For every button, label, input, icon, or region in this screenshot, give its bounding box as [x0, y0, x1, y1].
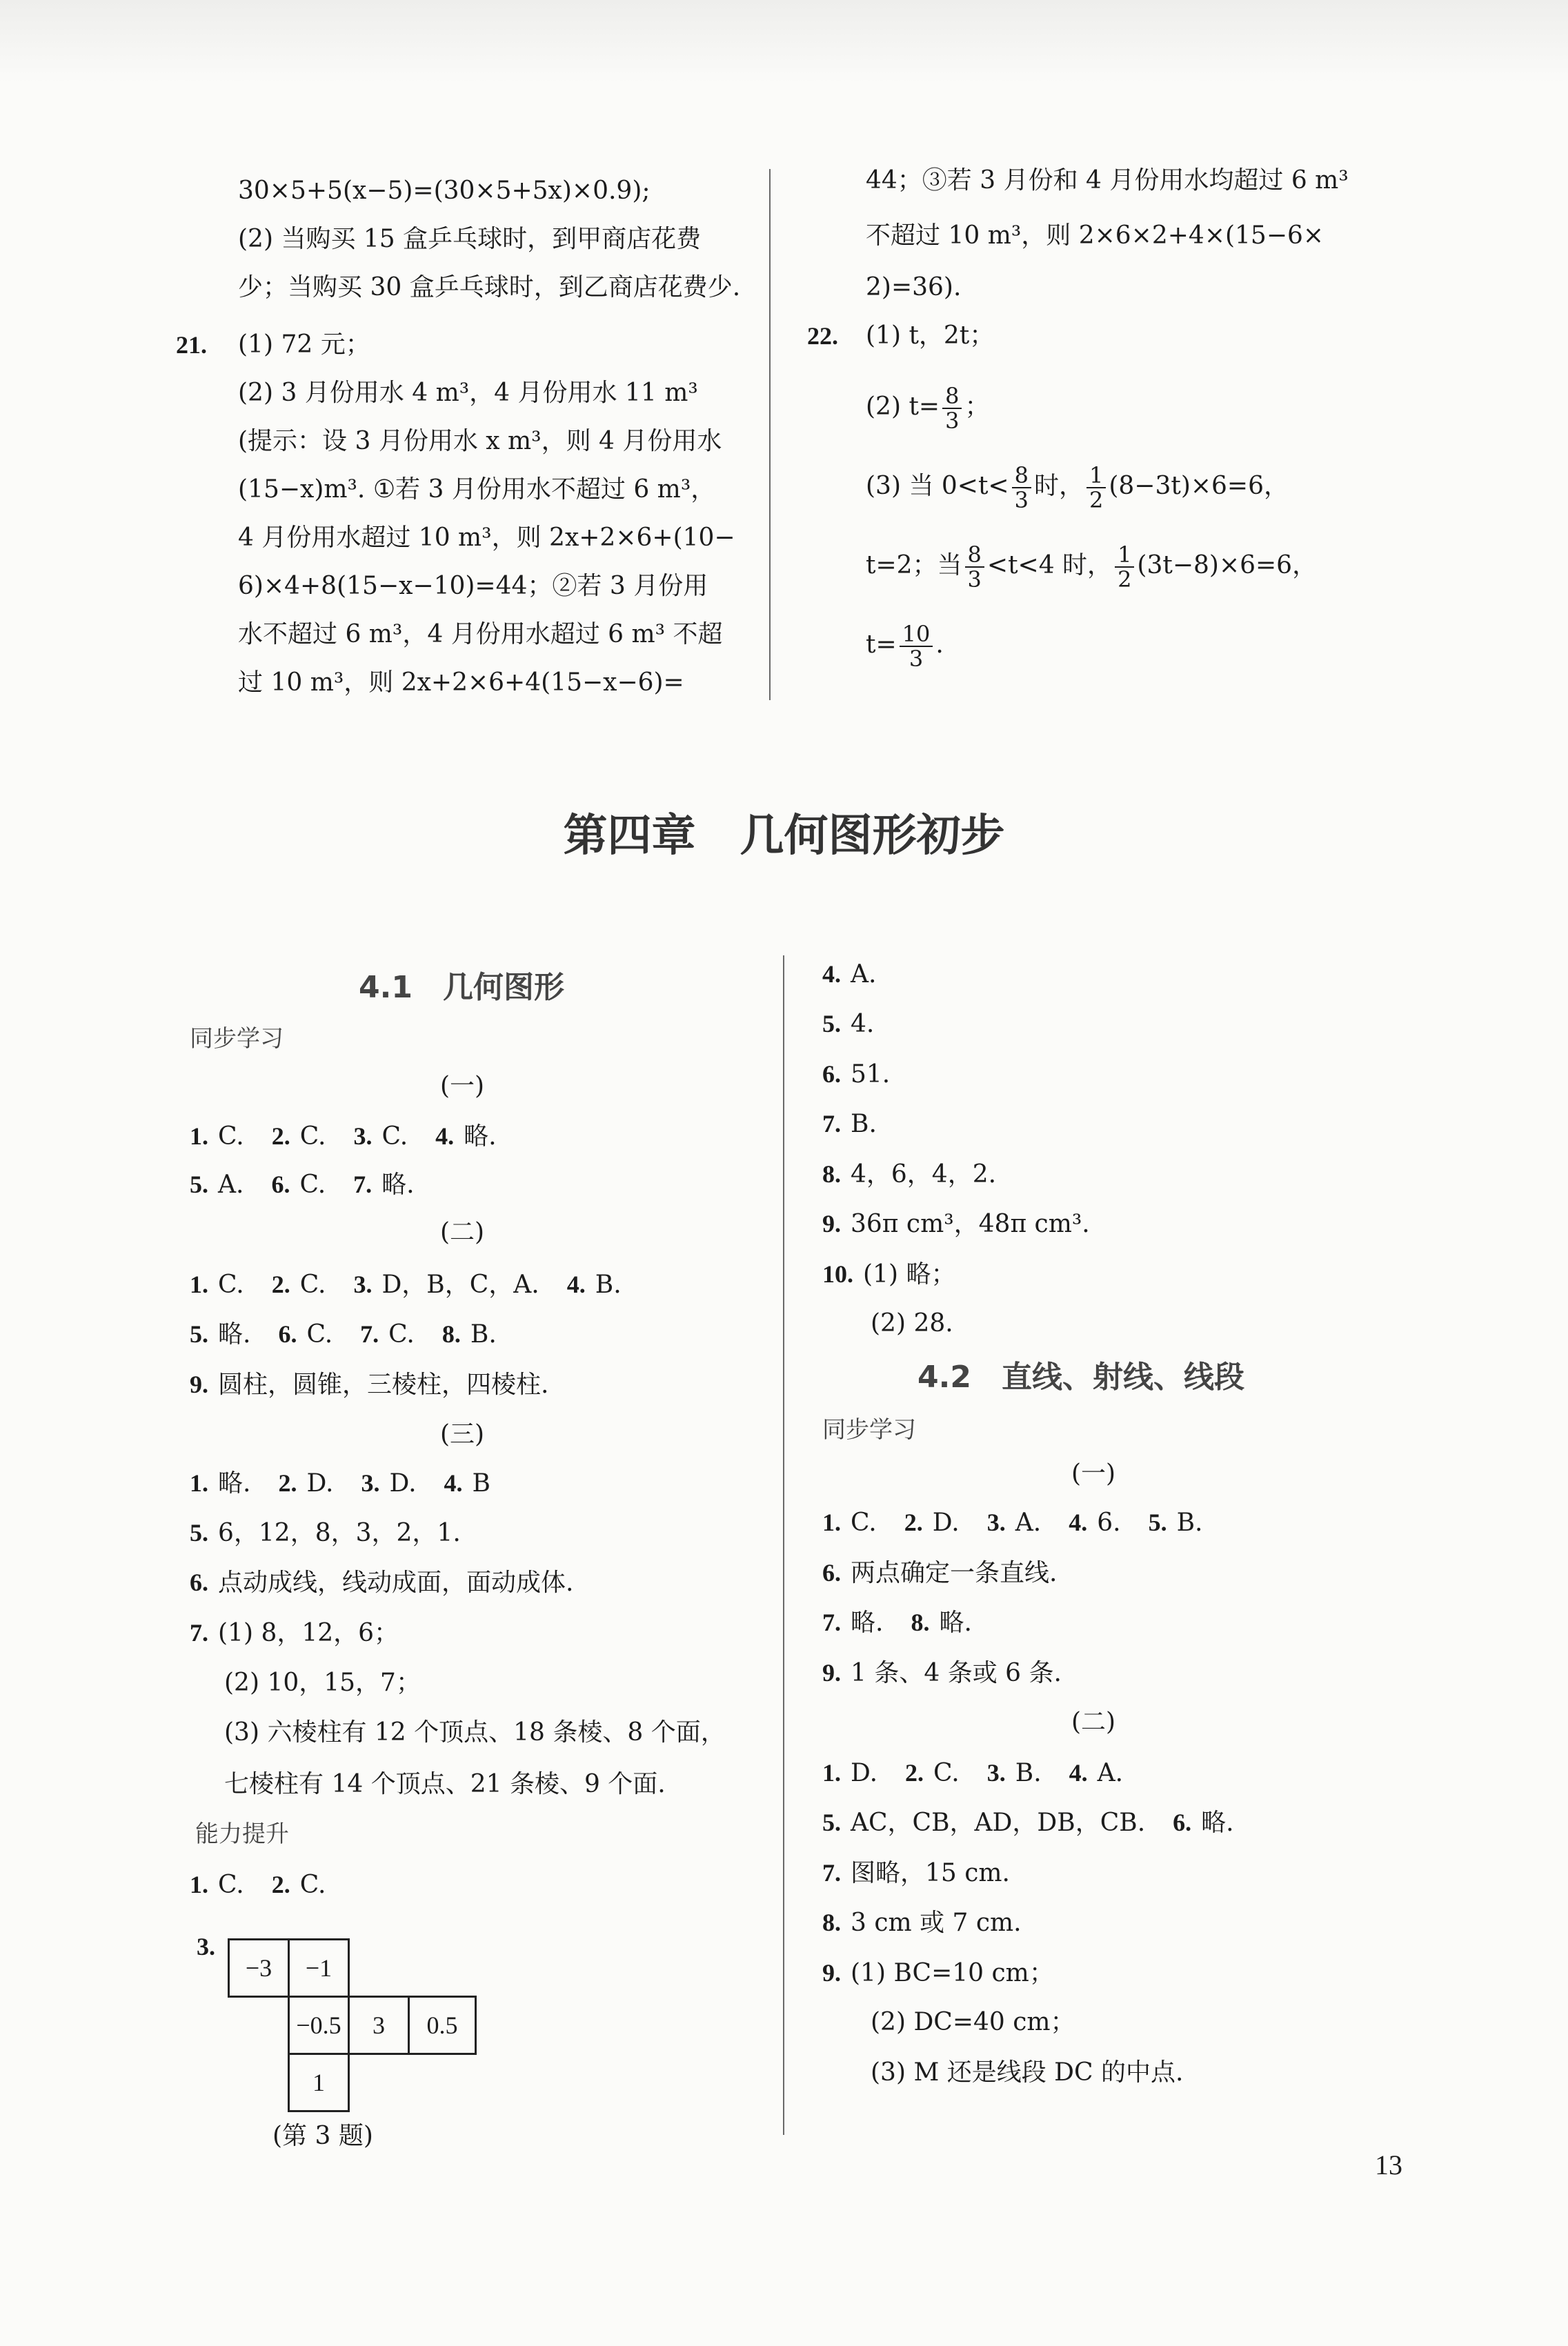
- item-answer: C.: [299, 1122, 326, 1151]
- answer-line: [190, 1121, 497, 1152]
- item-number: 6.: [822, 1060, 841, 1088]
- item-answer: C.: [306, 1320, 333, 1349]
- answer-line: [822, 1607, 972, 1638]
- item-number: 1.: [190, 1122, 208, 1150]
- part-label: (一): [439, 1072, 485, 1100]
- item-answer: D.: [306, 1469, 334, 1498]
- item-number: 4.: [822, 960, 841, 988]
- item-answer: D.: [389, 1469, 417, 1498]
- item-number: 9.: [822, 1959, 841, 1987]
- item-number: 1.: [190, 1871, 208, 1898]
- question-number: 22.: [807, 322, 838, 350]
- item-answer: 6，12，8，3，2，1.: [218, 1519, 461, 1547]
- item-number: 8.: [822, 1909, 841, 1936]
- answer-line: [822, 1109, 877, 1140]
- item-answer: 略.: [218, 1320, 251, 1349]
- answer-line: [190, 1618, 399, 1649]
- item-answer: B.: [851, 1110, 877, 1138]
- item-answer: 1 条、4 条或 6 条.: [851, 1659, 1062, 1687]
- answer-line: (2) t= $\frac{8}{3}$ ；: [866, 383, 990, 434]
- answer-line: (2) DC=40 cm；: [871, 2008, 1075, 2036]
- answer-line: [822, 1858, 1010, 1889]
- item-number: 3.: [353, 1271, 373, 1298]
- answer-line: t= $\frac{10}{3}$ .: [866, 621, 944, 672]
- answer-line: (提示：设 3 月份用水 x m³，则 4 月份用水: [238, 427, 722, 455]
- answer-line: (2) 28.: [871, 1309, 953, 1338]
- net-cell: −0.5: [288, 1996, 350, 2055]
- item-answer: 4.: [851, 1010, 875, 1038]
- item-number: 5.: [822, 1010, 841, 1037]
- item-number: 7.: [822, 1859, 841, 1887]
- answer-line: 2)=36).: [866, 273, 962, 301]
- item-number: 1.: [190, 1469, 208, 1497]
- subsection-label: 同步学习: [190, 1025, 284, 1053]
- item-number: 5.: [822, 1809, 841, 1836]
- item-answer: A.: [1015, 1509, 1042, 1537]
- item-answer: 圆柱，圆锥，三棱柱，四棱柱.: [218, 1371, 549, 1399]
- item-answer: (1) 略；: [863, 1260, 956, 1289]
- item-answer: A.: [1097, 1759, 1124, 1787]
- subsection-label: 同步学习: [822, 1416, 916, 1444]
- answer-line: 不超过 10 m³，则 2×6×2+4×(15−6×: [866, 221, 1324, 250]
- item-answer: C.: [218, 1871, 244, 1899]
- subsection-label: 能力提升: [195, 1820, 289, 1848]
- item-answer: 略.: [939, 1609, 972, 1637]
- item-number: 5.: [190, 1519, 208, 1547]
- answer-line: [190, 1869, 326, 1900]
- item-answer: B: [472, 1469, 490, 1498]
- item-number: 7.: [353, 1171, 373, 1198]
- answer-line: [190, 1369, 548, 1400]
- item-number: 7.: [190, 1619, 208, 1647]
- item-answer: 略.: [1201, 1809, 1234, 1837]
- net-cell: 1: [288, 2053, 350, 2112]
- column-divider: [769, 169, 771, 700]
- item-number: 4.: [1069, 1759, 1088, 1787]
- item-answer: C.: [218, 1271, 244, 1299]
- answer-line: [190, 1319, 497, 1350]
- item-number: 2.: [904, 1509, 923, 1536]
- answer-line: [190, 1518, 461, 1549]
- item-number: 7.: [822, 1609, 841, 1636]
- item-answer: B.: [1176, 1509, 1203, 1537]
- item-answer: A.: [851, 960, 877, 988]
- item-answer: C.: [381, 1122, 408, 1151]
- net-cell: 0.5: [408, 1996, 477, 2055]
- answer-line: [822, 1259, 955, 1290]
- net-cell: 3: [348, 1996, 410, 2055]
- item-number: 9.: [190, 1371, 208, 1398]
- answer-line: 4 月份用水超过 10 m³，则 2x+2×6+(10−: [238, 524, 735, 552]
- answer-line: [822, 1758, 1123, 1789]
- item-number: 3.: [986, 1759, 1006, 1787]
- answer-line: 6)×4+8(15−x−10)=44；②若 3 月份用: [238, 572, 708, 600]
- answer-line: [822, 1558, 1057, 1589]
- answer-line: (15−x)m³. ①若 3 月份用水不超过 6 m³，: [238, 475, 716, 504]
- item-number: 9.: [822, 1659, 841, 1687]
- answer-line: 七棱柱有 14 个顶点、21 条棱、9 个面.: [224, 1770, 666, 1798]
- part-label: (二): [1071, 1708, 1116, 1736]
- section-title: 4.1 几何图形: [359, 970, 564, 1005]
- item-answer: B.: [595, 1271, 622, 1299]
- item-number: 1.: [822, 1759, 841, 1787]
- item-number: 3.: [353, 1122, 373, 1150]
- item-number: 8.: [911, 1609, 930, 1636]
- net-cell: −3: [228, 1938, 290, 1998]
- answer-line: (3) M 还是线段 DC 的中点.: [871, 2058, 1184, 2087]
- fraction: $\frac{10}{3}$: [900, 622, 933, 670]
- item-answer: 图略，15 cm.: [851, 1859, 1010, 1887]
- fraction: $\frac{1}{2}$: [1115, 543, 1134, 591]
- item-number: 8.: [441, 1320, 461, 1348]
- answer-line: [822, 1807, 1234, 1838]
- item-answer: 6.: [1097, 1509, 1121, 1537]
- answer-line: (3) 当 0<t< $\frac{8}{3}$ 时， $\frac{1}{2}$ (8−3t)×6=6，: [866, 462, 1289, 513]
- eq-line: 30×5+5(x−5)=(30×5+5x)×0.9);: [238, 177, 651, 205]
- item-answer: (1) BC=10 cm；: [851, 1959, 1054, 1987]
- item-answer: D，B，C，A.: [381, 1271, 539, 1299]
- item-answer: 3 cm 或 7 cm.: [851, 1909, 1022, 1937]
- chapter-title: 第四章 几何图形初步: [563, 811, 1005, 862]
- item-answer: B.: [1015, 1759, 1042, 1787]
- item-number: 2.: [271, 1871, 290, 1898]
- answer-line: (2) 3 月份用水 4 m³，4 月份用水 11 m³: [238, 379, 698, 407]
- answer-line: [822, 1059, 890, 1090]
- item-number: 4.: [1069, 1509, 1088, 1536]
- item-number: 2.: [271, 1122, 290, 1150]
- item-answer: 两点确定一条直线.: [851, 1559, 1058, 1587]
- item-number: 1.: [190, 1271, 208, 1298]
- item-number: 8.: [822, 1160, 841, 1188]
- answer-line: [822, 1958, 1054, 1989]
- page-number: 13: [1375, 2149, 1402, 2180]
- column-divider: [783, 955, 784, 2135]
- item-answer: D.: [851, 1759, 878, 1787]
- answer-line: 水不超过 6 m³，4 月份用水超过 6 m³ 不超: [238, 620, 723, 648]
- item-answer: 点动成线，线动成面，面动成体.: [218, 1569, 574, 1597]
- answer-line: [190, 1269, 622, 1300]
- item-number: 5.: [1148, 1509, 1167, 1536]
- item-answer: AC，CB，AD，DB，CB.: [851, 1809, 1146, 1837]
- answer-line: [190, 1169, 415, 1200]
- answer-line: [822, 1159, 996, 1190]
- item-number: 2.: [278, 1469, 297, 1497]
- part-label: (一): [1071, 1460, 1116, 1488]
- fraction: $\frac{8}{3}$: [1012, 464, 1031, 512]
- item-answer: C.: [299, 1171, 326, 1199]
- net-cell: −1: [288, 1938, 350, 1998]
- item-answer: C.: [933, 1759, 960, 1787]
- text-line: (2) 当购买 15 盒乒乓球时，到甲商店花费: [238, 225, 702, 253]
- answer-line: 过 10 m³，则 2x+2×6+4(15−x−6)=: [238, 668, 684, 697]
- scan-top-band: [0, 0, 1568, 83]
- fraction: $\frac{8}{3}$: [965, 543, 984, 591]
- item-answer: 略.: [218, 1469, 251, 1498]
- answer-line: [190, 1468, 490, 1499]
- answer-line: (1) t，2t；: [866, 321, 995, 350]
- item-answer: 36π cm³，48π cm³.: [851, 1210, 1090, 1238]
- item-number: 4.: [444, 1469, 463, 1497]
- answer-line: [190, 1567, 573, 1598]
- part-label: (三): [439, 1420, 485, 1449]
- answer-line: (2) 10，15，7；: [224, 1669, 421, 1697]
- answer-line: (3) 六棱柱有 12 个顶点、18 条棱、8 个面，: [224, 1718, 726, 1747]
- answer-line: [822, 1907, 1022, 1938]
- item-number: 6.: [190, 1569, 208, 1596]
- item-answer: C.: [388, 1320, 415, 1349]
- item-number: 4.: [435, 1122, 455, 1150]
- item-number: 5.: [190, 1320, 208, 1348]
- item-number: 6.: [822, 1559, 841, 1587]
- item-number: 2.: [271, 1271, 290, 1298]
- item-number: 3.: [361, 1469, 380, 1497]
- item-answer: C.: [299, 1271, 326, 1299]
- part-label: (二): [439, 1218, 485, 1246]
- answer-line: [822, 959, 876, 990]
- item-answer: (1) 8，12，6；: [218, 1619, 399, 1647]
- item-number: 7.: [822, 1110, 841, 1137]
- answer-line: 44；③若 3 月份和 4 月份用水均超过 6 m³: [866, 166, 1349, 195]
- item-answer: 51.: [851, 1060, 891, 1088]
- item-number: 4.: [566, 1271, 586, 1298]
- item-number: 9.: [822, 1210, 841, 1237]
- item-number: 6.: [278, 1320, 297, 1348]
- item-number: 6.: [1173, 1809, 1192, 1836]
- answer-line: (1) 72 元；: [238, 330, 370, 359]
- item-answer: 4，6，4，2.: [851, 1160, 997, 1189]
- item-answer: C.: [851, 1509, 877, 1537]
- item-number: 1.: [822, 1509, 841, 1536]
- fraction: $\frac{1}{2}$: [1086, 464, 1106, 512]
- question-number: 3.: [197, 1933, 215, 1960]
- item-number: 6.: [271, 1171, 290, 1198]
- answer-line: t=2；当 $\frac{8}{3}$ <t<4 时， $\frac{1}{2}$ (3t−8)×6=6，: [866, 541, 1318, 593]
- answer-line: [822, 1658, 1062, 1689]
- answer-line: [822, 1507, 1202, 1538]
- item-answer: D.: [932, 1509, 960, 1537]
- item-number: 3.: [986, 1509, 1006, 1536]
- text-line: 少；当购买 30 盒乒乓球时，到乙商店花费少.: [238, 273, 741, 301]
- item-number: 10.: [822, 1260, 853, 1288]
- item-answer: C.: [299, 1871, 326, 1899]
- item-answer: C.: [218, 1122, 244, 1151]
- item-answer: B.: [470, 1320, 497, 1349]
- question-number: 21.: [176, 331, 207, 359]
- section-title: 4.2 直线、射线、线段: [917, 1360, 1244, 1395]
- item-number: 5.: [190, 1171, 208, 1198]
- item-answer: 略.: [464, 1122, 497, 1151]
- item-answer: 略.: [851, 1609, 884, 1637]
- answer-line: [822, 1008, 874, 1040]
- fraction: $\frac{8}{3}$: [942, 384, 962, 433]
- answer-line: [822, 1209, 1090, 1240]
- figure-caption: (第 3 题): [272, 2122, 373, 2150]
- item-number: 7.: [360, 1320, 379, 1348]
- item-answer: A.: [218, 1171, 244, 1199]
- item-answer: 略.: [381, 1171, 415, 1199]
- item-number: 2.: [905, 1759, 924, 1787]
